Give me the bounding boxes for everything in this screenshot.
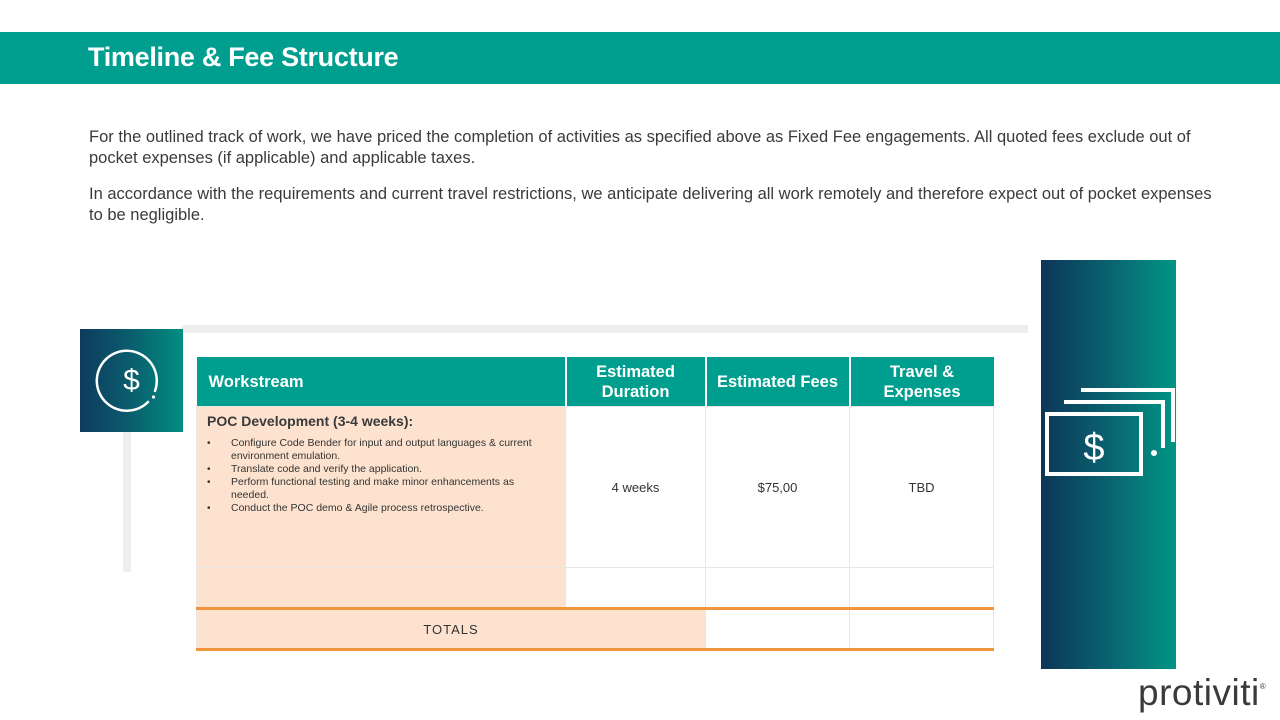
totals-fees-cell	[706, 609, 850, 650]
intro-paragraph-2: In accordance with the requirements and current travel restrictions, we anticipate delivering all work remotely and therefore expect out of pocket expenses to be negligible.	[89, 185, 1212, 224]
duration-cell: 4 weeks	[566, 407, 706, 568]
travel-cell: TBD	[850, 407, 994, 568]
dollar-circle-icon	[80, 329, 183, 432]
decorative-divider	[182, 325, 1028, 333]
list-item: • Perform functional testing and make minor enhancements as needed.	[207, 476, 553, 502]
decorative-divider-vertical	[123, 430, 131, 572]
empty-cell	[706, 568, 850, 609]
totals-label: TOTALS	[423, 621, 479, 637]
list-item: • Translate code and verify the application.	[207, 463, 553, 476]
logo-text: protiviti	[1138, 672, 1260, 713]
registered-mark: ®	[1259, 682, 1267, 691]
fees-cell: $75,00	[706, 407, 850, 568]
table-row-empty	[197, 568, 994, 609]
table-row	[197, 407, 994, 568]
workstream-items	[207, 437, 553, 515]
empty-cell	[566, 568, 706, 609]
svg-text:$: $	[123, 364, 140, 397]
empty-cell	[850, 568, 994, 609]
workstream-cell	[197, 407, 566, 568]
totals-row	[197, 609, 994, 650]
header-workstream: Workstream	[197, 357, 566, 407]
fee-table	[196, 357, 994, 651]
protiviti-logo	[1138, 672, 1266, 714]
list-item: • Conduct the POC demo & Agile process retrospective.	[207, 502, 553, 515]
header-duration: Estimated Duration	[566, 357, 706, 407]
workstream-title: POC Development (3-4 weeks):	[207, 413, 414, 429]
empty-cell	[197, 568, 566, 609]
dollar-tile	[80, 329, 183, 432]
header-travel: Travel & Expenses	[850, 357, 994, 407]
money-bills-icon	[1041, 380, 1176, 490]
totals-travel-cell	[850, 609, 994, 650]
header-fees: Estimated Fees	[706, 357, 850, 407]
list-item: • Configure Code Bender for input and output languages & current environment emulation.	[207, 437, 553, 463]
side-panel	[1041, 260, 1176, 669]
intro-paragraph-1: For the outlined track of work, we have priced the completion of activities as specified above as Fixed Fee engagements. All quoted fees exclude out of pocket expenses (if applicable) and applicable taxes.	[89, 128, 1191, 167]
page-title: Timeline & Fee Structure	[88, 42, 399, 72]
totals-label-cell	[197, 609, 706, 650]
table-header-row	[197, 357, 994, 407]
svg-text:$: $	[1083, 427, 1105, 469]
